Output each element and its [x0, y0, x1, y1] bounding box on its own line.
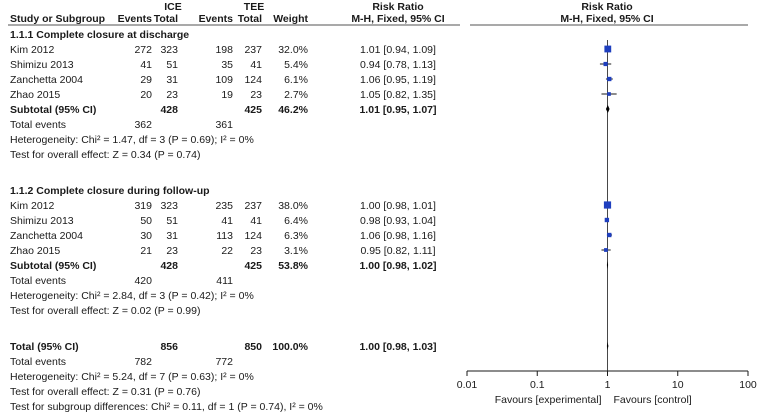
study-events-tee: 41 [221, 215, 233, 227]
study-total-ice: 31 [166, 74, 178, 86]
heterogeneity-text: Heterogeneity: Chi² = 2.84, df = 3 (P = 0.42); I² = 0% [10, 290, 254, 302]
study-events-ice: 319 [134, 200, 152, 212]
overall-total-ice: 856 [160, 341, 178, 353]
study-marker [604, 201, 611, 208]
subgroup-title: 1.1.2 Complete closure during follow-up [10, 185, 210, 197]
study-ci: 1.00 [0.98, 1.01] [360, 200, 436, 212]
header-tee: TEE [243, 1, 265, 13]
study-events-tee: 22 [221, 245, 233, 257]
study-name: Zanchetta 2004 [10, 230, 83, 242]
total-events-label: Total events [10, 119, 67, 131]
study-weight: 6.4% [284, 215, 308, 227]
study-marker [605, 218, 609, 222]
overall-total-events-label: Total events [10, 356, 67, 368]
total-events-ice: 420 [134, 275, 152, 287]
study-weight: 6.3% [284, 230, 308, 242]
subtotal-total-ice: 428 [160, 260, 178, 272]
study-total-ice: 51 [166, 215, 178, 227]
subtotal-label: Subtotal (95% CI) [10, 260, 97, 272]
study-marker [604, 248, 608, 252]
subtotal-weight: 53.8% [278, 260, 308, 272]
study-marker [607, 92, 611, 96]
overall-ci: 1.00 [0.98, 1.03] [359, 341, 437, 353]
study-name: Kim 2012 [10, 200, 55, 212]
header-events-ice: Events [117, 13, 152, 25]
header-plot-title: Risk Ratio [581, 1, 633, 13]
study-ci: 0.94 [0.78, 1.13] [360, 59, 436, 71]
header-events-tee: Events [198, 13, 233, 25]
study-events-ice: 272 [134, 44, 152, 56]
study-total-ice: 323 [160, 200, 178, 212]
total-events-ice: 362 [134, 119, 152, 131]
study-total-ice: 323 [160, 44, 178, 56]
study-weight: 32.0% [278, 44, 308, 56]
study-marker [604, 46, 611, 53]
subgroup-differences-text: Test for subgroup differences: Chi² = 0.11, df = 1 (P = 0.74), I² = 0% [10, 401, 323, 413]
subtotal-total-tee: 425 [244, 104, 262, 116]
study-name: Zanchetta 2004 [10, 74, 83, 86]
header-ice: ICE [164, 1, 182, 13]
study-total-tee: 237 [244, 44, 262, 56]
subtotal-total-ice: 428 [160, 104, 178, 116]
subtotal-ci: 1.01 [0.95, 1.07] [359, 104, 437, 116]
header-study: Study or Subgroup [10, 13, 106, 25]
overall-total-events-ice: 782 [134, 356, 152, 368]
study-name: Shimizu 2013 [10, 59, 74, 71]
study-total-ice: 23 [166, 245, 178, 257]
study-events-tee: 109 [215, 74, 233, 86]
header-total-tee: Total [237, 13, 262, 25]
study-ci: 1.06 [0.95, 1.19] [360, 74, 436, 86]
study-events-ice: 20 [140, 89, 152, 101]
total-events-tee: 411 [216, 275, 233, 287]
study-weight: 5.4% [284, 59, 308, 71]
study-events-tee: 35 [221, 59, 233, 71]
overall-weight: 100.0% [272, 341, 308, 353]
study-marker [607, 77, 611, 81]
study-name: Shimizu 2013 [10, 215, 74, 227]
study-total-tee: 41 [250, 59, 262, 71]
header-plot-method: M-H, Fixed, 95% CI [560, 13, 654, 25]
overall-effect-text: Test for overall effect: Z = 0.34 (P = 0.74) [10, 149, 201, 161]
header-risk-ratio: Risk Ratio [372, 1, 424, 13]
subgroup-title: 1.1.1 Complete closure at discharge [10, 29, 190, 41]
study-weight: 2.7% [284, 89, 308, 101]
study-events-ice: 21 [140, 245, 152, 257]
header-weight: Weight [273, 13, 308, 25]
total-events-label: Total events [10, 275, 67, 287]
study-total-tee: 23 [250, 89, 262, 101]
study-name: Zhao 2015 [10, 89, 61, 101]
study-events-tee: 198 [215, 44, 233, 56]
subtotal-diamond [606, 105, 610, 113]
study-total-tee: 237 [244, 200, 262, 212]
study-ci: 0.98 [0.93, 1.04] [360, 215, 436, 227]
study-events-tee: 19 [221, 89, 233, 101]
study-events-ice: 41 [140, 59, 152, 71]
study-total-ice: 31 [166, 230, 178, 242]
study-weight: 6.1% [284, 74, 308, 86]
study-total-tee: 124 [244, 74, 262, 86]
subtotal-weight: 46.2% [278, 104, 308, 116]
study-total-ice: 23 [166, 89, 178, 101]
study-marker [607, 233, 611, 237]
study-name: Zhao 2015 [10, 245, 61, 257]
subtotal-label: Subtotal (95% CI) [10, 104, 97, 116]
study-total-tee: 23 [250, 245, 262, 257]
study-ci: 1.05 [0.82, 1.35] [360, 89, 436, 101]
x-axis-tick-label: 10 [671, 379, 684, 391]
subtotal-total-tee: 425 [244, 260, 262, 272]
overall-effect-total-text: Test for overall effect: Z = 0.31 (P = 0.76) [10, 386, 201, 398]
header-total-ice: Total [153, 13, 178, 25]
study-events-ice: 30 [140, 230, 152, 242]
overall-label: Total (95% CI) [10, 341, 79, 353]
heterogeneity-text: Heterogeneity: Chi² = 1.47, df = 3 (P = 0.69); I² = 0% [10, 134, 254, 146]
study-total-tee: 41 [250, 215, 262, 227]
study-marker [604, 62, 608, 66]
study-total-ice: 51 [166, 59, 178, 71]
overall-effect-text: Test for overall effect: Z = 0.02 (P = 0.99) [10, 305, 201, 317]
total-events-tee: 361 [215, 119, 233, 131]
study-ci: 0.95 [0.82, 1.11] [360, 245, 436, 257]
study-ci: 1.06 [0.98, 1.16] [360, 230, 436, 242]
overall-total-events-tee: 772 [215, 356, 233, 368]
subtotal-diamond [607, 261, 608, 269]
favours-right-label: Favours [control] [613, 394, 692, 406]
study-events-tee: 235 [215, 200, 233, 212]
study-total-tee: 124 [244, 230, 262, 242]
subtotal-ci: 1.00 [0.98, 1.02] [359, 260, 437, 272]
study-weight: 38.0% [278, 200, 308, 212]
x-axis-tick-label: 100 [739, 379, 757, 391]
overall-total-tee: 850 [244, 341, 262, 353]
study-events-tee: 113 [216, 230, 233, 242]
x-axis-tick-label: 1 [604, 379, 611, 391]
x-axis-tick-label: 0.1 [529, 379, 545, 391]
overall-heterogeneity-text: Heterogeneity: Chi² = 5.24, df = 7 (P = 0.63); I² = 0% [10, 371, 254, 383]
header-ratio-method: M-H, Fixed, 95% CI [351, 13, 445, 25]
study-events-ice: 29 [140, 74, 152, 86]
x-axis-tick-label: 0.01 [456, 379, 478, 391]
study-weight: 3.1% [284, 245, 308, 257]
favours-left-label: Favours [experimental] [494, 394, 602, 406]
study-events-ice: 50 [140, 215, 152, 227]
study-name: Kim 2012 [10, 44, 55, 56]
study-ci: 1.01 [0.94, 1.09] [360, 44, 436, 56]
